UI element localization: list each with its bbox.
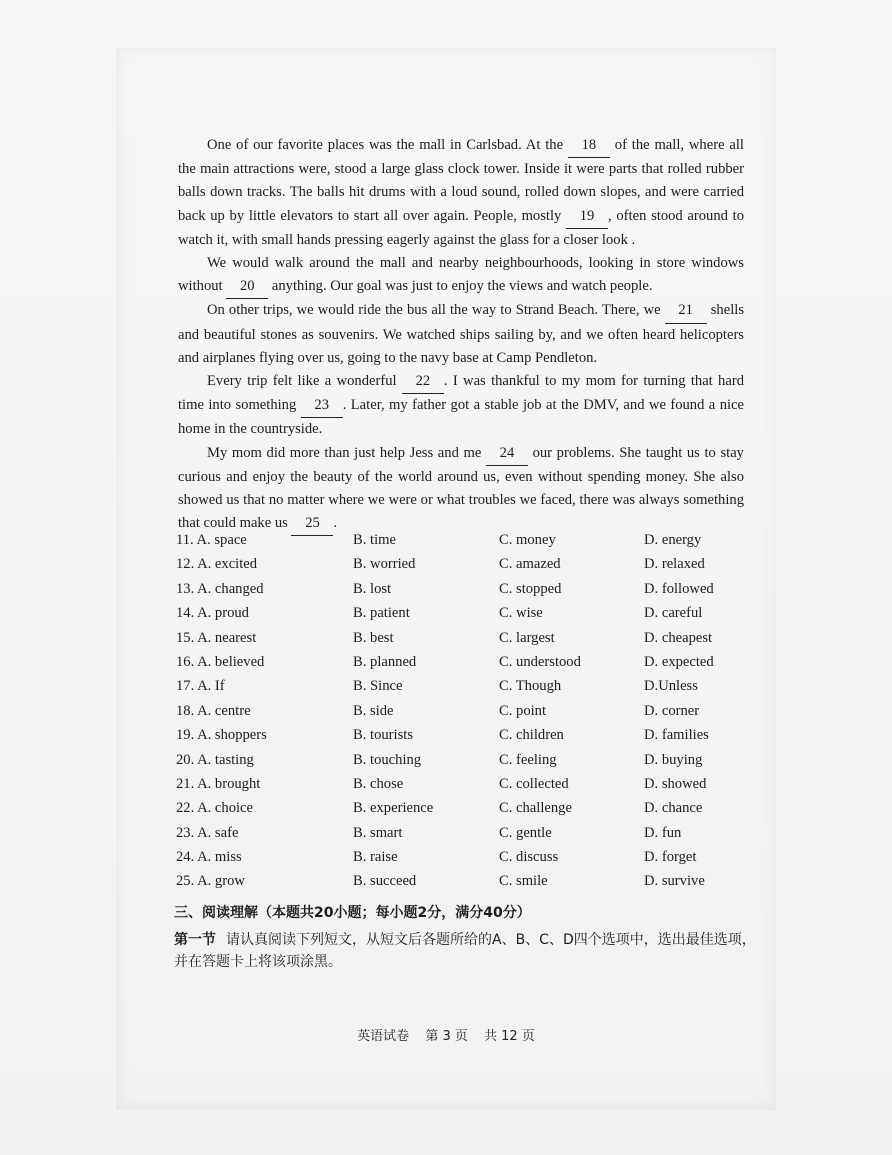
option-d: D. relaxed bbox=[644, 556, 705, 573]
option-row bbox=[176, 630, 756, 654]
option-d: D. fun bbox=[644, 824, 682, 841]
option-a: 19. A. shoppers bbox=[176, 727, 267, 744]
option-a: 24. A. miss bbox=[176, 849, 242, 866]
option-row bbox=[176, 703, 756, 727]
option-row bbox=[176, 752, 756, 776]
blank-number: 25 bbox=[291, 512, 333, 536]
passage-text: . I was thankful to my mom for turning that hard time into something bbox=[178, 373, 744, 414]
option-a: 13. A. changed bbox=[176, 580, 264, 597]
option-c: C. collected bbox=[499, 775, 569, 792]
option-d: D. cheapest bbox=[644, 629, 713, 646]
option-row bbox=[176, 556, 756, 580]
option-a: 25. A. grow bbox=[176, 873, 245, 890]
option-b: B. planned bbox=[353, 653, 417, 670]
option-a: 23. A. safe bbox=[176, 824, 239, 841]
blank-number: 21 bbox=[665, 299, 707, 323]
option-c: C. wise bbox=[499, 605, 543, 622]
option-row bbox=[176, 581, 756, 605]
passage-text: . Later, my father got a stable job at the DMV, and we found a nice home in the countryside. bbox=[178, 397, 744, 438]
blank-number: 18 bbox=[568, 134, 610, 158]
option-b: B. succeed bbox=[353, 873, 417, 890]
passage-text: anything. Our goal was just to enjoy the views and watch people. bbox=[268, 278, 653, 295]
option-d: D. corner bbox=[644, 702, 700, 719]
passage-text: of the mall, where all the main attractions were, stood a large glass clock tower. Inside it were parts that rolled rubber balls down tracks. The balls hit drums with a loud sound, rolled down slopes, and were carried back up by little elevators to start all over again. People, mostly bbox=[178, 137, 744, 224]
option-row bbox=[176, 825, 756, 849]
passage-text: My mom did more than just help Jess and me bbox=[207, 444, 486, 461]
option-d: D. followed bbox=[644, 580, 714, 597]
option-row bbox=[176, 654, 756, 678]
option-a: 17. A. If bbox=[176, 678, 225, 695]
option-row bbox=[176, 800, 756, 824]
option-b: B. best bbox=[353, 629, 394, 646]
option-d: D. forget bbox=[644, 849, 697, 866]
option-row bbox=[176, 849, 756, 873]
option-c: C. gentle bbox=[499, 824, 552, 841]
option-a: 18. A. centre bbox=[176, 702, 251, 719]
option-c: C. discuss bbox=[499, 849, 559, 866]
option-b: B. chose bbox=[353, 775, 404, 792]
option-d: D.Unless bbox=[644, 678, 698, 695]
option-c: C. children bbox=[499, 727, 564, 744]
footer-page: 第 3 页 bbox=[425, 1029, 468, 1044]
option-c: C. stopped bbox=[499, 580, 562, 597]
option-c: C. smile bbox=[499, 873, 548, 890]
option-a: 22. A. choice bbox=[176, 800, 254, 817]
instruction-lead: 第一节 bbox=[174, 932, 216, 948]
option-b: B. raise bbox=[353, 849, 398, 866]
passage-text: our problems. She taught us to stay curious and enjoy the beauty of the world around us, even without spending money. She also showed us that no matter where we were or what troubles we faced, there was always something that could make us bbox=[178, 444, 744, 532]
option-d: D. energy bbox=[644, 532, 702, 548]
passage-paragraph bbox=[178, 442, 744, 537]
passage-text: . bbox=[333, 515, 338, 532]
option-b: B. Since bbox=[353, 678, 403, 695]
option-b: B. tourists bbox=[353, 727, 414, 744]
option-b: B. lost bbox=[353, 580, 392, 597]
option-b: B. smart bbox=[353, 824, 403, 841]
page-footer bbox=[0, 1025, 892, 1044]
option-row bbox=[176, 727, 756, 751]
option-c: C. amazed bbox=[499, 556, 561, 573]
passage-paragraph bbox=[178, 134, 744, 252]
option-row bbox=[176, 605, 756, 629]
blank-number: 19 bbox=[566, 205, 608, 229]
option-d: D. showed bbox=[644, 775, 707, 792]
option-b: B. experience bbox=[353, 800, 434, 817]
option-d: D. buying bbox=[644, 751, 703, 768]
passage-text: Every trip felt like a wonderful bbox=[207, 373, 402, 390]
option-a: 20. A. tasting bbox=[176, 751, 254, 768]
passage-paragraph bbox=[178, 252, 744, 299]
option-b: B. side bbox=[353, 702, 394, 719]
option-a: 15. A. nearest bbox=[176, 629, 257, 646]
blank-number: 24 bbox=[486, 442, 528, 466]
passage-paragraph bbox=[178, 299, 744, 370]
blank-number: 20 bbox=[226, 275, 268, 299]
passage-text: We would walk around the mall and nearby neighbourhoods, looking in store windows without bbox=[178, 255, 744, 295]
option-b: B. touching bbox=[353, 751, 422, 768]
option-c: C. money bbox=[499, 532, 556, 548]
passage-text: One of our favorite places was the mall in Carlsbad. At the bbox=[207, 137, 568, 153]
section-instruction bbox=[174, 929, 758, 973]
cloze-passage bbox=[178, 134, 744, 536]
option-c: C. point bbox=[499, 702, 547, 719]
instruction-text: 请认真阅读下列短文，从短文后各题所给的A、B、C、D四个选项中，选出最佳选项，并在答题卡上将该项涂黑。 bbox=[174, 932, 756, 970]
option-b: B. worried bbox=[353, 556, 416, 573]
option-d: D. survive bbox=[644, 873, 705, 890]
passage-text: shells and beautiful stones as souvenirs. We watched ships sailing by, and we often heard helicopters and airplanes flying over us, going to the navy base at Camp Pendleton. bbox=[178, 302, 744, 366]
option-d: D. families bbox=[644, 727, 709, 744]
blank-number: 22 bbox=[402, 370, 444, 394]
option-d: D. expected bbox=[644, 653, 714, 670]
option-c: C. challenge bbox=[499, 800, 572, 817]
footer-subject: 英语试卷 bbox=[357, 1029, 410, 1044]
option-a: 11. A. space bbox=[176, 532, 247, 548]
option-row bbox=[176, 532, 756, 556]
option-a: 14. A. proud bbox=[176, 605, 249, 622]
option-a: 21. A. brought bbox=[176, 775, 261, 792]
option-row bbox=[176, 776, 756, 800]
option-c: C. understood bbox=[499, 653, 581, 670]
passage-paragraph bbox=[178, 370, 744, 442]
option-d: D. careful bbox=[644, 605, 703, 622]
footer-total: 共 12 页 bbox=[484, 1029, 535, 1044]
passage-text: , often stood around to watch it, with small hands pressing eagerly against the glass for a closer look . bbox=[178, 207, 745, 248]
option-c: C. Though bbox=[499, 678, 562, 695]
answer-options bbox=[176, 532, 756, 898]
option-row bbox=[176, 873, 756, 897]
option-d: D. chance bbox=[644, 800, 703, 817]
option-c: C. feeling bbox=[499, 751, 557, 768]
option-a: 12. A. excited bbox=[176, 556, 258, 573]
option-b: B. patient bbox=[353, 605, 410, 622]
section-title: 三、阅读理解（本题共20小题；每小题2分，满分40分） bbox=[174, 905, 531, 921]
passage-text: On other trips, we would ride the bus all the way to Strand Beach. There, we bbox=[207, 302, 665, 319]
option-b: B. time bbox=[353, 532, 396, 548]
option-a: 16. A. believed bbox=[176, 653, 265, 670]
option-row bbox=[176, 678, 756, 702]
option-c: C. largest bbox=[499, 629, 555, 646]
blank-number: 23 bbox=[301, 394, 343, 418]
